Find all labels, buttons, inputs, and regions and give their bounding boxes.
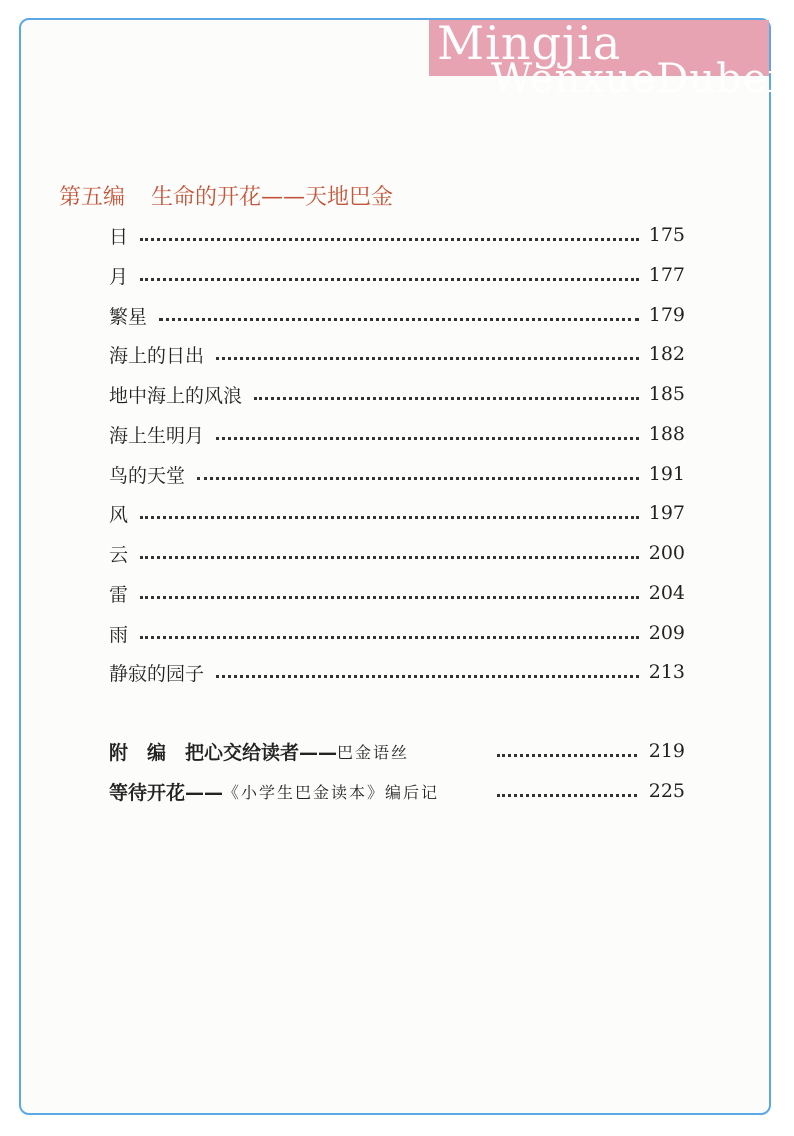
toc-entry[interactable] <box>109 538 685 568</box>
leader-dots <box>140 636 639 639</box>
toc-entry-page: 179 <box>648 304 685 326</box>
leader-dots <box>497 794 637 797</box>
appendix-entry[interactable] <box>109 776 685 806</box>
section-heading <box>59 180 393 211</box>
brand-line-1: Mingjia <box>437 16 622 70</box>
appendix-subtitle: 《小学生巴金读本》编后记 <box>223 782 440 802</box>
toc-entry[interactable] <box>109 220 685 250</box>
leader-dots <box>254 397 639 400</box>
toc-entry[interactable] <box>109 618 685 648</box>
appendix-subtitle: 巴金语丝 <box>337 742 410 762</box>
toc-entry-page: 188 <box>648 423 685 445</box>
toc-entry-page: 182 <box>648 343 685 365</box>
toc-entry-page: 191 <box>648 463 685 485</box>
leader-dots <box>216 357 639 360</box>
leader-dots <box>197 477 639 480</box>
toc-entry[interactable] <box>109 578 685 608</box>
leader-dots <box>159 318 639 321</box>
toc-entry-title: 地中海上的风浪 <box>109 384 243 407</box>
toc-entry-title: 繁星 <box>109 305 148 328</box>
toc-entry-page: 175 <box>648 224 685 246</box>
toc-entry[interactable] <box>109 260 685 290</box>
toc-entry-page: 200 <box>648 542 685 564</box>
toc-entry[interactable] <box>109 657 685 687</box>
leader-dots <box>140 278 639 281</box>
toc-entry-title: 雨 <box>109 623 129 646</box>
toc-entry-page: 204 <box>648 582 685 604</box>
appendix-page: 219 <box>648 740 685 762</box>
toc-entry-page: 213 <box>648 661 685 683</box>
toc-entry-title: 日 <box>109 225 129 248</box>
toc-entry-title: 海上的日出 <box>109 344 205 367</box>
appendix-entry[interactable] <box>109 736 685 766</box>
toc-entry[interactable] <box>109 498 685 528</box>
toc-entry[interactable] <box>109 419 685 449</box>
toc-entry-page: 197 <box>648 502 685 524</box>
toc-entry[interactable] <box>109 300 685 330</box>
leader-dots <box>497 754 637 757</box>
toc-entry-title: 海上生明月 <box>109 424 205 447</box>
toc-entry-title: 静寂的园子 <box>109 662 205 685</box>
toc-entry-title: 雷 <box>109 583 129 606</box>
toc-entry-title: 月 <box>109 265 129 288</box>
appendix-title: 等待开花—— <box>109 781 224 804</box>
toc-entry[interactable] <box>109 339 685 369</box>
toc-entry-title: 鸟的天堂 <box>109 464 186 487</box>
series-brand-banner <box>429 16 794 102</box>
toc-entry-page: 209 <box>648 622 685 644</box>
toc-entry[interactable] <box>109 379 685 409</box>
leader-dots <box>140 238 639 241</box>
leader-dots <box>216 437 639 440</box>
leader-dots <box>216 675 639 678</box>
toc-entry[interactable] <box>109 459 685 489</box>
toc-entry-title: 风 <box>109 503 129 526</box>
appendix-title: 附 编 把心交给读者—— <box>109 741 338 764</box>
appendix-page: 225 <box>648 780 685 802</box>
brand-line-2: WenxueDuben <box>491 56 794 102</box>
leader-dots <box>140 556 639 559</box>
section-title: 生命的开花——天地巴金 <box>151 185 394 210</box>
toc-entry-page: 177 <box>648 264 685 286</box>
leader-dots <box>140 516 639 519</box>
leader-dots <box>140 596 639 599</box>
toc-page <box>19 16 794 1115</box>
section-label: 第五编 <box>59 185 126 210</box>
toc-entry-page: 185 <box>648 383 685 405</box>
toc-entry-title: 云 <box>109 543 129 566</box>
